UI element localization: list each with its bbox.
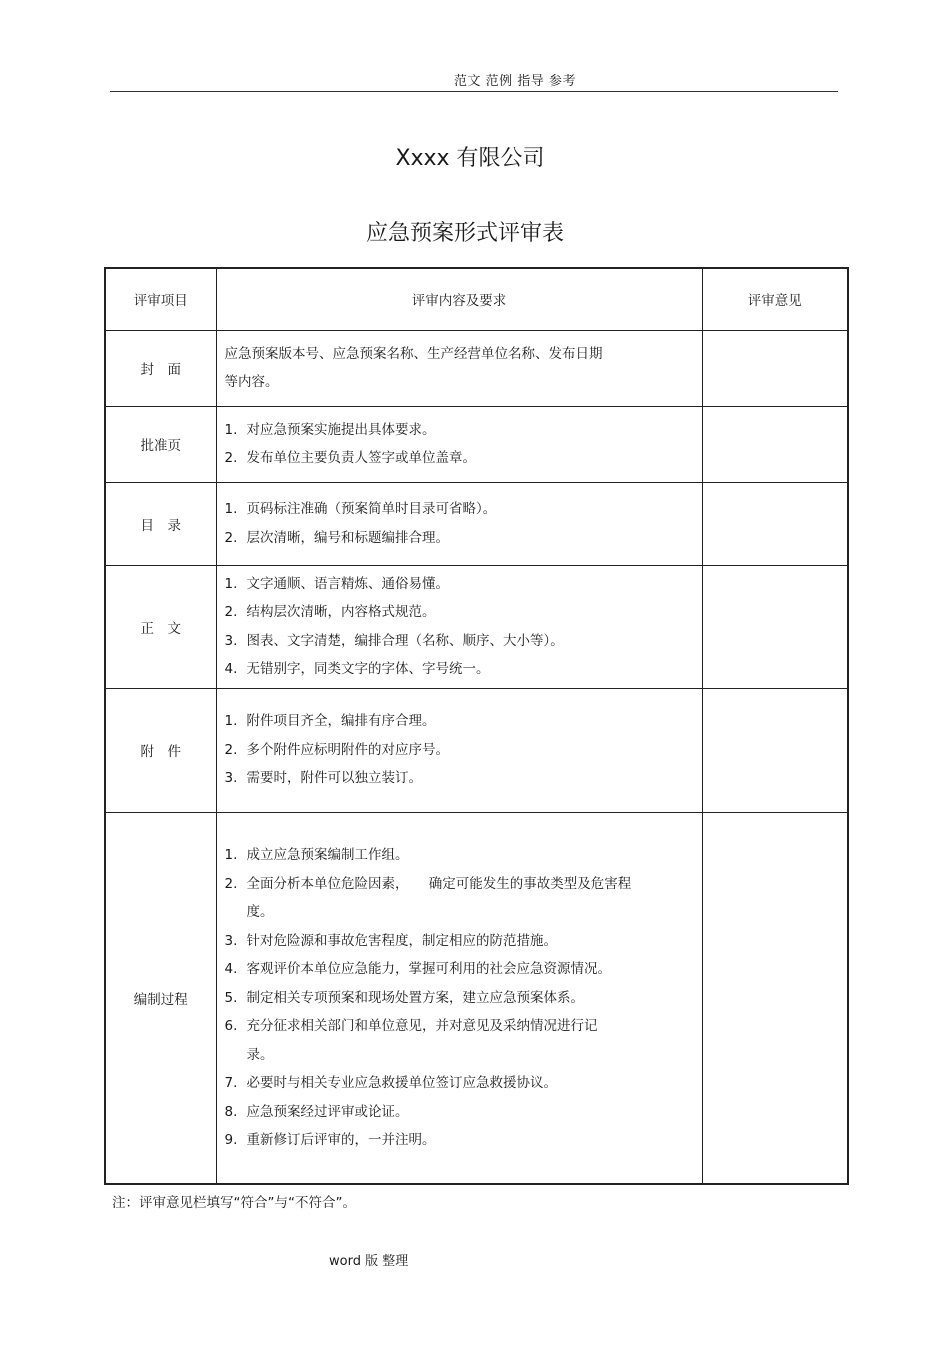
line-number: 9. [224,1132,238,1148]
opinion-cell[interactable] [702,330,848,406]
line-text: 全面分析本单位危险因素， 确定可能发生的事故类型及危害程 [246,875,632,892]
page-footer: word 版 整理 [329,1254,409,1269]
content-line [225,764,702,793]
content-line [225,955,702,984]
row-item-attachments: 附 件 [105,688,216,812]
line-number: 1. [224,501,238,517]
line-text: 发布单位主要负责人签字或单位盖章。 [246,450,476,466]
line-number: 1. [224,575,238,592]
line-number: 3. [224,632,238,649]
line-text: 层次清晰，编号和标题编排合理。 [246,529,449,546]
content-line [225,570,702,599]
content-line [225,524,702,553]
content-line [225,736,702,765]
content-line [225,841,702,870]
content-line [225,984,702,1013]
line-text: 制定相关专项预案和现场处置方案，建立应急预案体系。 [246,989,584,1006]
line-text: 需要时，附件可以独立装订。 [246,770,422,787]
table-row [105,482,848,565]
form-title: 应急预案形式评审表 [365,221,564,246]
row-content-cover [216,330,702,406]
content-line [225,444,702,473]
content-line: 等内容。 [224,374,279,390]
header-divider [110,91,838,92]
line-number: 6. [224,1018,238,1034]
line-text: 充分征求相关部门和单位意见，并对意见及采纳情况进行记 [246,1018,598,1034]
table-row [105,330,848,406]
row-content-attachments [216,688,702,812]
row-item-cover: 封 面 [105,330,216,406]
row-item-body: 正 文 [105,565,216,688]
table-row [105,406,848,482]
line-number: 1. [224,713,238,730]
line-text: 无错别字，同类文字的字体、字号统一。 [246,661,490,677]
opinion-cell[interactable] [702,812,848,1184]
content-line [225,1098,702,1127]
line-number: 1. [224,847,238,863]
line-number: 3. [224,770,238,787]
line-number: 2. [224,875,238,892]
line-number: 8. [224,1103,238,1120]
row-item-process: 编制过程 [105,812,216,1184]
table-header-row [105,268,848,330]
row-content-toc [216,482,702,565]
line-text: 成立应急预案编制工作组。 [246,847,409,863]
line-number: 4. [224,961,238,977]
content-line [225,1069,702,1098]
table-row [105,688,848,812]
content-line [225,927,702,956]
opinion-cell[interactable] [702,565,848,688]
row-content-approval [216,406,702,482]
opinion-cell[interactable] [702,406,848,482]
page-header: 范文 范例 指导 参考 [454,74,576,89]
line-number: 4. [224,661,238,677]
table-row [105,565,848,688]
table-row [105,812,848,1184]
header-opinion: 评审意见 [702,268,848,330]
row-item-approval: 批准页 [105,406,216,482]
line-number: 7. [224,1075,238,1091]
header-item: 评审项目 [105,268,216,330]
line-text: 页码标注准确（预案简单时目录可省略）。 [246,501,497,517]
company-name: Xxxx 有限公司 [395,146,545,171]
content-line [225,627,702,656]
content-line [225,870,702,899]
line-text: 客观评价本单位应急能力，掌握可利用的社会应急资源情况。 [246,961,611,977]
line-number: 2. [224,604,238,620]
line-text: 重新修订后评审的，一并注明。 [246,1132,436,1148]
row-item-toc: 目 录 [105,482,216,565]
header-content: 评审内容及要求 [216,268,702,330]
line-text: 图表、文字清楚，编排合理（名称、顺序、大小等）。 [246,632,564,649]
line-number: 2. [224,450,238,466]
line-number: 2. [224,741,238,758]
line-text: 文字通顺、语言精炼、通俗易懂。 [246,575,449,592]
line-text: 附件项目齐全，编排有序合理。 [246,713,436,730]
content-line [225,707,702,736]
line-number: 2. [224,529,238,546]
line-text: 应急预案经过评审或论证。 [246,1103,409,1120]
content-line [225,1126,702,1155]
opinion-cell[interactable] [702,482,848,565]
content-line [225,1012,702,1041]
line-text: 必要时与相关专业应急救援单位签订应急救援协议。 [246,1075,557,1091]
line-continuation: 录。 [246,1046,274,1063]
line-text: 多个附件应标明附件的对应序号。 [246,741,449,758]
line-continuation: 度。 [246,904,274,920]
line-number: 5. [224,989,238,1006]
line-text: 结构层次清晰，内容格式规范。 [246,604,436,620]
row-content-process [216,812,702,1184]
line-text: 对应急预案实施提出具体要求。 [246,421,436,438]
line-number: 1. [224,421,238,438]
content-line [225,598,702,627]
content-line [225,655,702,684]
row-content-body [216,565,702,688]
opinion-cell[interactable] [702,688,848,812]
line-text: 针对危险源和事故危害程度，制定相应的防范措施。 [246,932,557,949]
content-line [225,416,702,445]
content-line [225,495,702,524]
review-table [104,267,849,1185]
line-number: 3. [224,932,238,949]
footnote: 注：评审意见栏填写“符合”与“不符合”。 [112,1195,356,1211]
content-line: 应急预案版本号、应急预案名称、生产经营单位名称、发布日期 [224,345,603,362]
